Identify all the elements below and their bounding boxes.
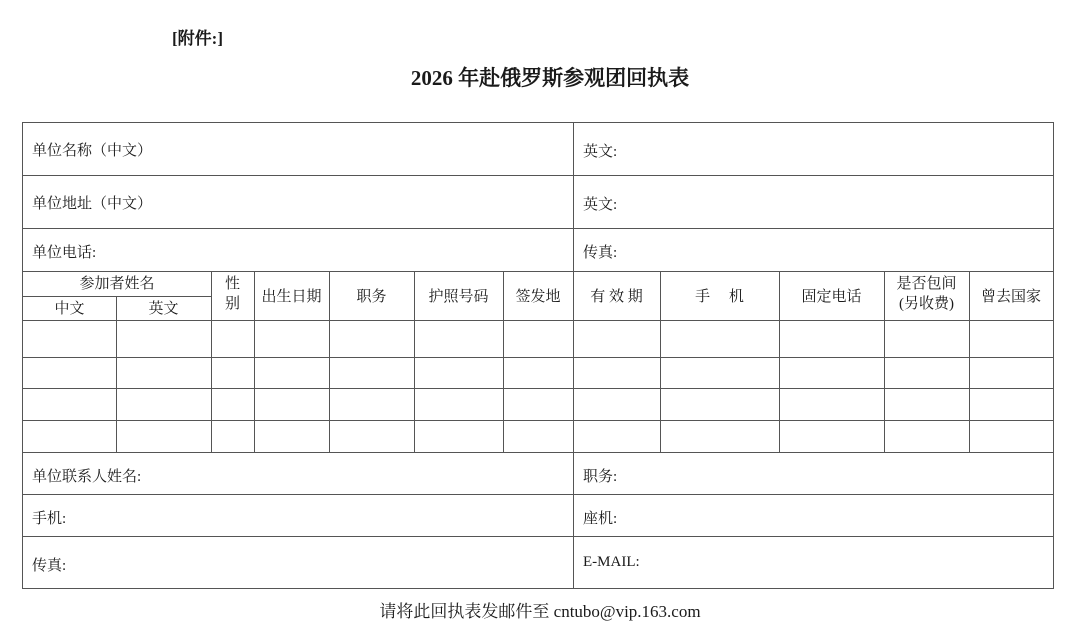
- row-divider: [23, 536, 1053, 537]
- header-gender-line2: 别: [224, 296, 240, 312]
- contact-position-field[interactable]: 职务:: [583, 469, 618, 485]
- header-private-room-line2: (另收费): [899, 296, 954, 312]
- contact-landline-field[interactable]: 座机:: [583, 511, 618, 527]
- header-gender-line1: 性: [224, 276, 240, 292]
- participant-row-2[interactable]: [23, 357, 1053, 388]
- header-issue-place: 签发地: [515, 289, 561, 305]
- header-name-cn: 中文: [54, 301, 85, 317]
- footer-instruction: 请将此回执表发邮件至 cntubo@vip.163.com: [379, 602, 701, 621]
- header-position: 职务: [356, 289, 387, 305]
- company-name-en-field[interactable]: 英文:: [583, 144, 618, 160]
- company-phone-field[interactable]: 单位电话:: [32, 245, 97, 261]
- contact-email-field[interactable]: E-MAIL:: [583, 554, 640, 570]
- row-divider: [23, 271, 1053, 272]
- reply-form-table: [22, 122, 1054, 589]
- row-divider: [23, 228, 1053, 229]
- contact-fax-field[interactable]: 传真:: [32, 558, 67, 574]
- attachment-label: [附件:]: [172, 29, 223, 48]
- header-name-en: 英文: [148, 301, 179, 317]
- participant-row-1[interactable]: [23, 320, 1053, 357]
- header-mobile: 手 机: [695, 289, 744, 305]
- participant-row-4[interactable]: [23, 420, 1053, 452]
- contact-mobile-field[interactable]: 手机:: [32, 511, 67, 527]
- row-divider: [23, 452, 1053, 453]
- header-visited-countries: 曾去国家: [980, 289, 1041, 305]
- header-validity: 有 效 期: [590, 289, 643, 305]
- header-passport-no: 护照号码: [428, 289, 489, 305]
- header-private-room-line1: 是否包间: [896, 276, 957, 292]
- header-private-room: [884, 274, 969, 314]
- company-address-en-field[interactable]: 英文:: [583, 197, 618, 213]
- row-divider: [23, 175, 1053, 176]
- company-name-cn-field[interactable]: 单位名称（中文）: [32, 143, 153, 159]
- row-divider: [23, 494, 1053, 495]
- company-address-cn-field[interactable]: 单位地址（中文）: [32, 196, 153, 212]
- row-divider: [23, 296, 211, 297]
- participant-row-3[interactable]: [23, 388, 1053, 420]
- header-landline: 固定电话: [801, 289, 862, 305]
- header-birth-date: 出生日期: [261, 289, 322, 305]
- page-title: 2026 年赴俄罗斯参观团回执表: [410, 66, 690, 90]
- header-gender: [211, 274, 254, 314]
- company-fax-field[interactable]: 传真:: [583, 245, 618, 261]
- contact-name-field[interactable]: 单位联系人姓名:: [32, 469, 142, 485]
- header-participant-name: 参加者姓名: [79, 276, 155, 292]
